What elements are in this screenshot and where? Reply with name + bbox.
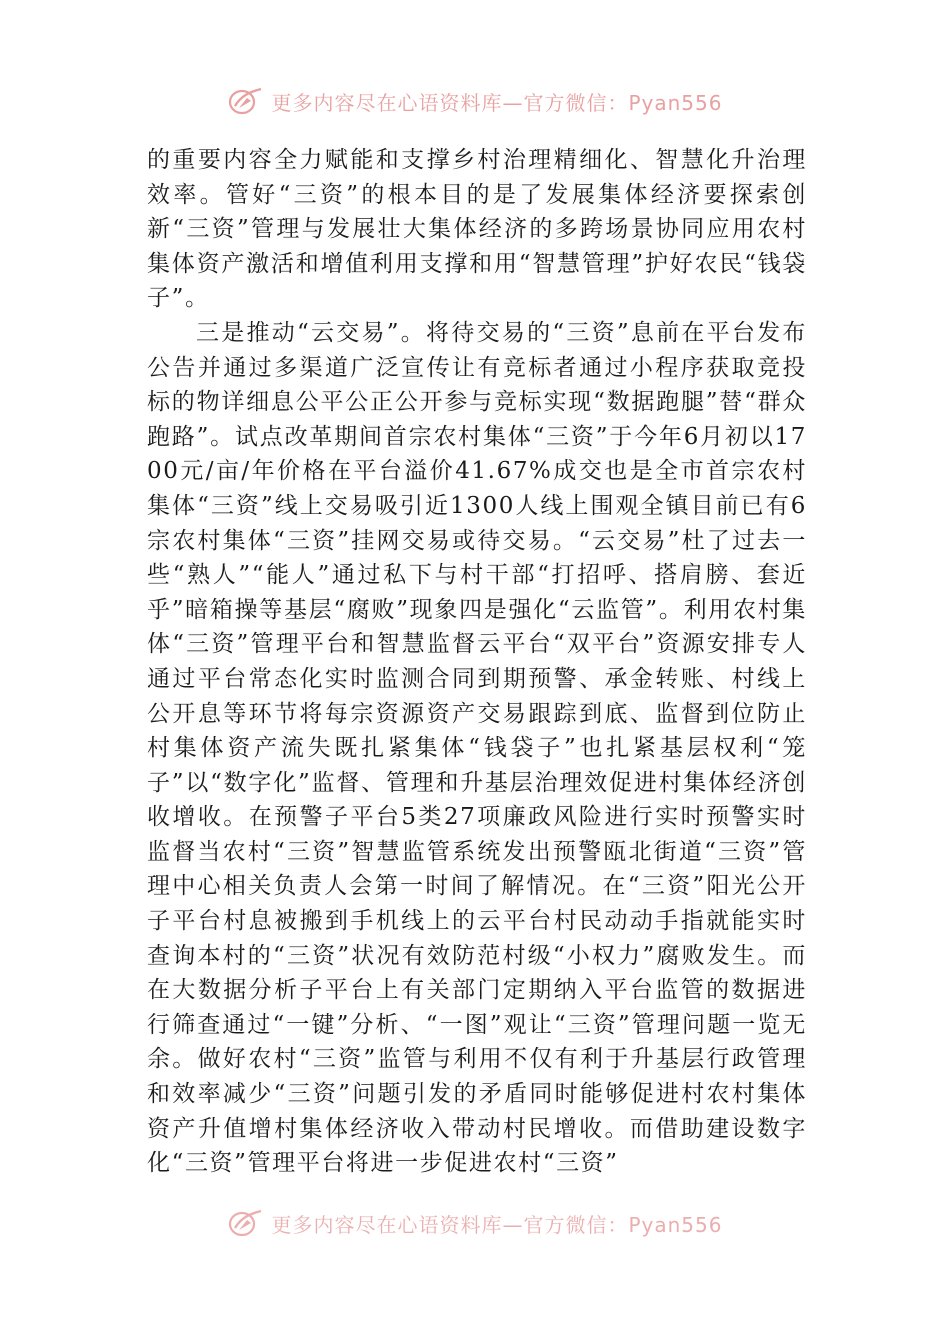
footer-watermark-text: 更多内容尽在心语资料库—官方微信：Pyan556 bbox=[271, 1212, 723, 1237]
document-body bbox=[147, 143, 807, 1181]
paragraph-1: 的重要内容全力赋能和支撑乡村治理精细化、智慧化升治理效率。管好“三资”的根本目的是了发展集体经济要探索创新“三资”管理与发展壮大集体经济的多跨场景协同应用农村集体资产激活和增值利用支撑和用“智慧管理”护好农民“钱袋子”。 bbox=[147, 147, 807, 312]
writing-logo-icon bbox=[227, 86, 265, 116]
writing-logo-icon bbox=[227, 1208, 265, 1238]
paragraph-2: 三是推动“云交易”。将待交易的“三资”息前在平台发布公告并通过多渠道广泛宣传让有竞标者通过小程序获取竞投标的物详细息公平公正公开参与竞标实现“数据跑腿”替“群众跑路”。试点改革期间首宗农村集体“三资”于今年6月初以1700元/亩/年价格在平台溢价41.67%成交也是全市首宗农村集体“三资”线上交易吸引近1300人线上围观全镇目前已有6宗农村集体“三资”挂网交易或待交易。“云交易”杜了过去一些“熟人”“能人”通过私下与村干部“打招呼、搭肩膀、套近乎”暗箱操等基层“腐败”现象四是强化“云监管”。利用农村集体“三资”管理平台和智慧监督云平台“双平台”资源安排专人通过平台常态化实时监测合同到期预警、承金转账、村线上公开息等环节将每宗资源资产交易跟踪到底、监督到位防止村集体资产流失既扎紧集体“钱袋子”也扎紧基层权利“笼子”以“数字化”监督、管理和升基层治理效促进村集体经济创收增收。在预警子平台5类27项廉政风险进行实时预警实时监督当农村“三资”智慧监管系统发出预警瓯北街道“三资”管理中心相关负责人会第一时间了解情况。在“三资”阳光公开子平台村息被搬到手机线上的云平台村民动动手指就能实时查询本村的“三资”状况有效防范村级“小权力”腐败发生。而在大数据分析子平台上有关部门定期纳入平台监管的数据进行筛查通过“一键”分析、“一图”观让“三资”管理问题一览无余。做好农村“三资”监管与利用不仅有利于升基层行政管理和效率减少“三资”问题引发的矛盾同时能够促进村农村集体资产升值增村集体经济收入带动村民增收。而借助建设数字化“三资”管理平台将进一步促进农村“三资” bbox=[147, 319, 807, 1177]
header-watermark bbox=[0, 86, 950, 116]
footer-watermark bbox=[0, 1208, 950, 1238]
header-watermark-text: 更多内容尽在心语资料库—官方微信：Pyan556 bbox=[271, 90, 723, 115]
